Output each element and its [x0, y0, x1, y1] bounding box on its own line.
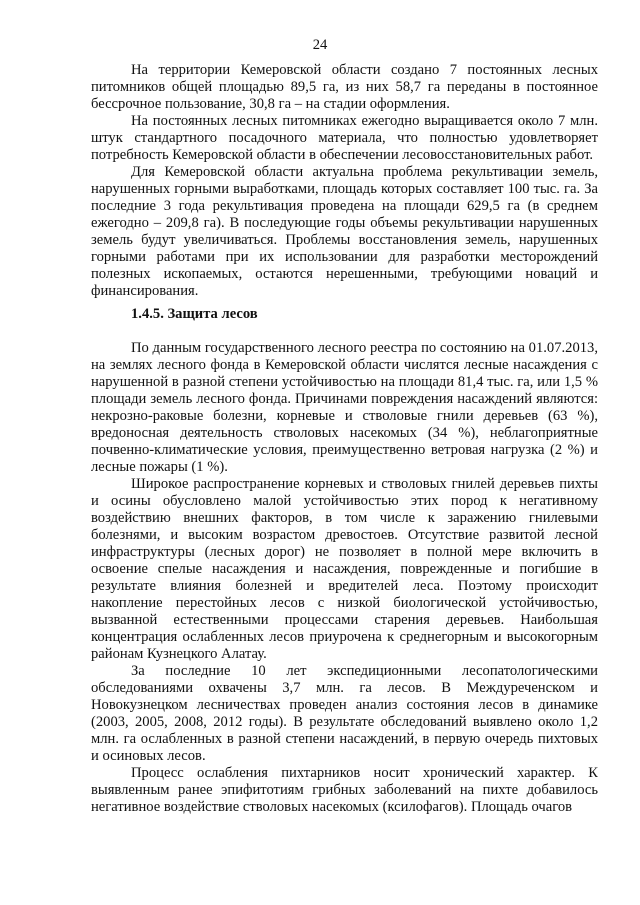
page-content	[91, 62, 598, 816]
page-number: 24	[312, 37, 328, 53]
paragraph-planting-material: На постоянных лесных питомниках ежегодно выращивается около 7 млн. штук стандартного посадочного материала, что полностью удовлетворяет потребность Кемеровской области в обеспечении лесовосстановительных работ.	[91, 113, 598, 163]
paragraph-forest-registry: По данным государственного лесного реестра по состоянию на 01.07.2013, на землях лесного фонда в Кемеровской области числятся лесные насаждения с нарушенной в разной степени устойчивостью на площади 81,4 тыс. га, или 1,5 % площади земель лесного фонда. Причинами повреждения насаждений являются: некрозно-раковые болезни, корневые и стволовые гнили деревьев (63 %), вредоносная деятельность стволовых насекомых (34 %), неблагоприятные почвенно-климатические условия, преимущественно ветровая нагрузка (2 %) и лесные пожары (1 %).	[91, 340, 598, 475]
paragraph-expedition-surveys: За последние 10 лет экспедиционными лесопатологическими обследованиями охвачены 3,7 млн. га лесов. В Междуреченском и Новокузнецком лесничествах проведен анализ состояния лесов в динамике (2003, 2005, 2008, 2012 годы). В результате обследований выявлено около 1,2 млн. га ослабленных в разной степени насаждений, в первую очередь пихтовых и осиновых лесов.	[91, 663, 598, 764]
paragraph-fir-weakening: Процесс ослабления пихтарников носит хронический характер. К выявленным ранее эпифитотиям грибных заболеваний на пихте добавилось негативное воздействие стволовых насекомых (ксилофагов). Площадь очагов	[91, 765, 598, 815]
section-heading-forest-protection: 1.4.5. Защита лесов	[131, 306, 258, 322]
paragraph-nurseries-created: На территории Кемеровской области создано 7 постоянных лесных питомников общей площадью 89,5 га, из них 58,7 га переданы в постоянное бессрочное пользование, 30,8 га – на стадии оформления.	[91, 62, 598, 112]
paragraph-land-recultivation: Для Кемеровской области актуальна проблема рекультивации земель, нарушенных горными выработками, площадь которых составляет 100 тыс. га. За последние 3 года рекультивация проведена на площади 629,5 га (в среднем ежегодно – 209,8 га). В последующие годы объемы рекультивации нарушенных земель будут увеличиваться. Проблемы восстановления земель, нарушенных горными работами при их использовании для разработки месторождений полезных ископаемых, остаются нерешенными, требующими новаций и финансирования.	[91, 164, 598, 299]
paragraph-root-rot-spread: Широкое распространение корневых и стволовых гнилей деревьев пихты и осины обусловлено малой устойчивостью этих пород к негативному воздействию внешних факторов, в том числе к заражению гнилевыми болезнями, и высоким возрастом древостоев. Отсутствие развитой лесной инфраструктуры (лесных дорог) не позволяет в полной мере включить в освоение спелые насаждения и насаждения, поврежденные и погибшие в результате влияния болезней и вредителей леса. Поэтому происходит накопление перестойных лесов с низкой биологической устойчивостью, вызванной естественными процессами старения деревьев. Наибольшая концентрация ослабленных лесов приурочена к среднегорным и высокогорным районам Кузнецкого Алатау.	[91, 476, 598, 662]
